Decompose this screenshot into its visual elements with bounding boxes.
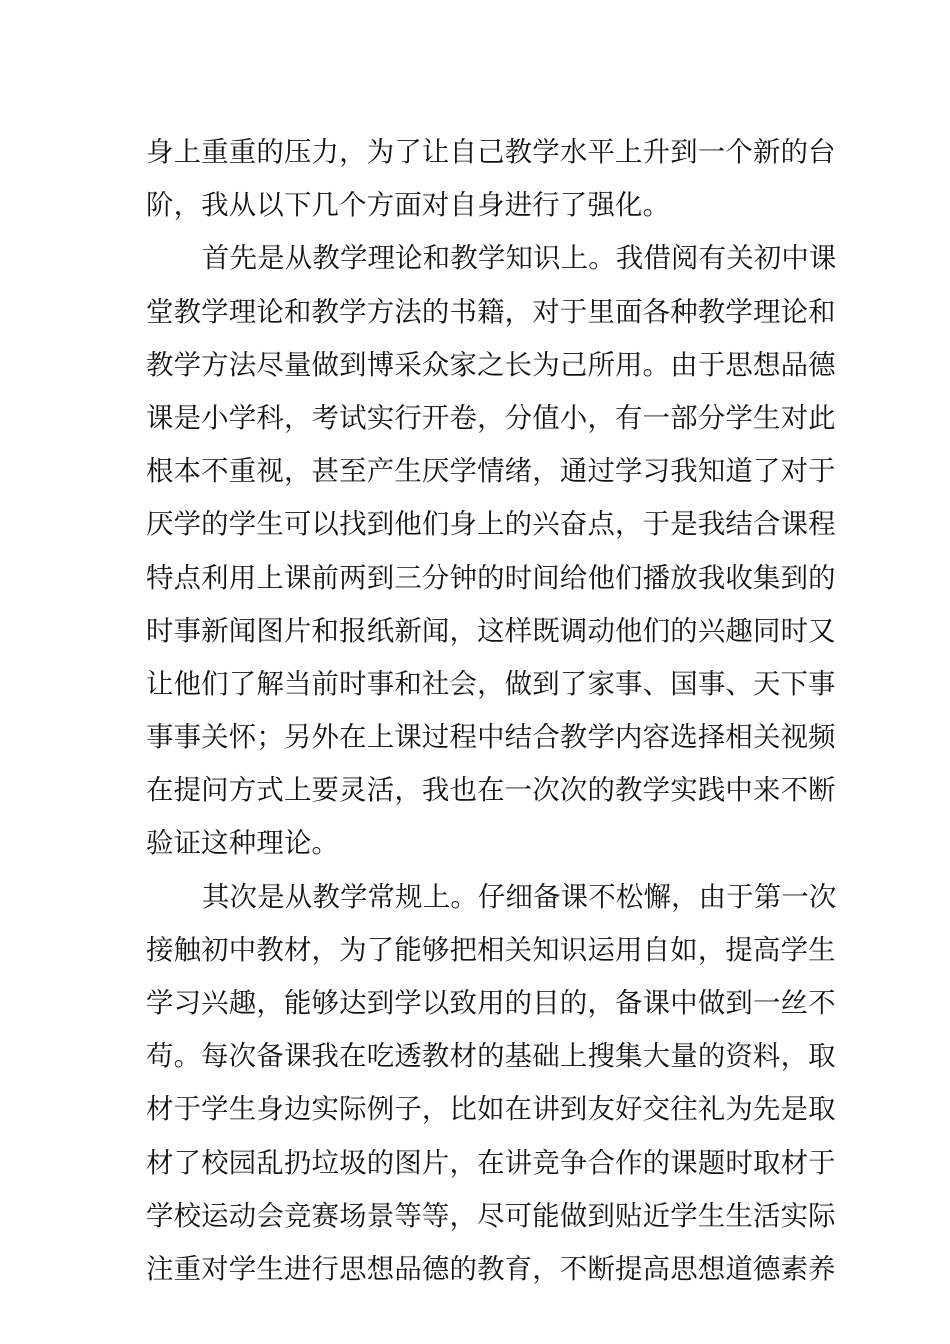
text-line: 材了校园乱扔垃圾的图片，在讲竞争合作的课题时取材于	[146, 1147, 836, 1179]
text-line: 学习兴趣，能够达到学以致用的目的，备课中做到一丝不	[146, 988, 836, 1019]
text-line: 其次是从教学常规上。仔细备课不松懈，由于第一次	[202, 881, 837, 913]
text-line: 身上重重的压力，为了让自己教学水平上升到一个新的台	[146, 137, 836, 168]
text-line: 让他们了解当前时事和社会，做到了家事、国事、天下事	[146, 668, 836, 700]
text-line: 学校运动会竞赛场景等等，尽可能做到贴近学生生活实际	[146, 1200, 836, 1232]
text-line: 教学方法尽量做到博采众家之长为己所用。由于思想品德	[146, 349, 836, 381]
text-line: 特点利用上课前两到三分钟的时间给他们播放我收集到的	[146, 562, 836, 594]
text-line: 事事关怀；另外在上课过程中结合教学内容选择相关视频	[146, 722, 836, 754]
body-text	[146, 126, 837, 1296]
text-line: 课是小学科，考试实行开卷，分值小，有一部分学生对此	[146, 402, 836, 434]
text-line: 首先是从教学理论和教学知识上。我借阅有关初中课	[202, 243, 837, 275]
text-line: 材于学生身边实际例子，比如在讲到友好交往礼为先是取	[146, 1094, 836, 1126]
text-line: 时事新闻图片和报纸新闻，这样既调动他们的兴趣同时又	[146, 615, 836, 647]
text-line: 苟。每次备课我在吃透教材的基础上搜集大量的资料，取	[146, 1041, 836, 1073]
text-line: 验证这种理论。	[146, 828, 340, 860]
text-line: 在提问方式上要灵活，我也在一次次的教学实践中来不断	[146, 775, 836, 807]
text-line: 注重对学生进行思想品德的教育，不断提高思想道德素养	[146, 1253, 836, 1285]
text-line: 阶，我从以下几个方面对自身进行了强化。	[146, 190, 671, 222]
text-line: 根本不重视，甚至产生厌学情绪，通过学习我知道了对于	[146, 456, 836, 488]
text-line: 堂教学理论和教学方法的书籍，对于里面各种教学理论和	[146, 296, 836, 328]
text-line: 厌学的学生可以找到他们身上的兴奋点，于是我结合课程	[146, 509, 836, 541]
text-line: 接触初中教材，为了能够把相关知识运用自如，提高学生	[146, 934, 836, 966]
